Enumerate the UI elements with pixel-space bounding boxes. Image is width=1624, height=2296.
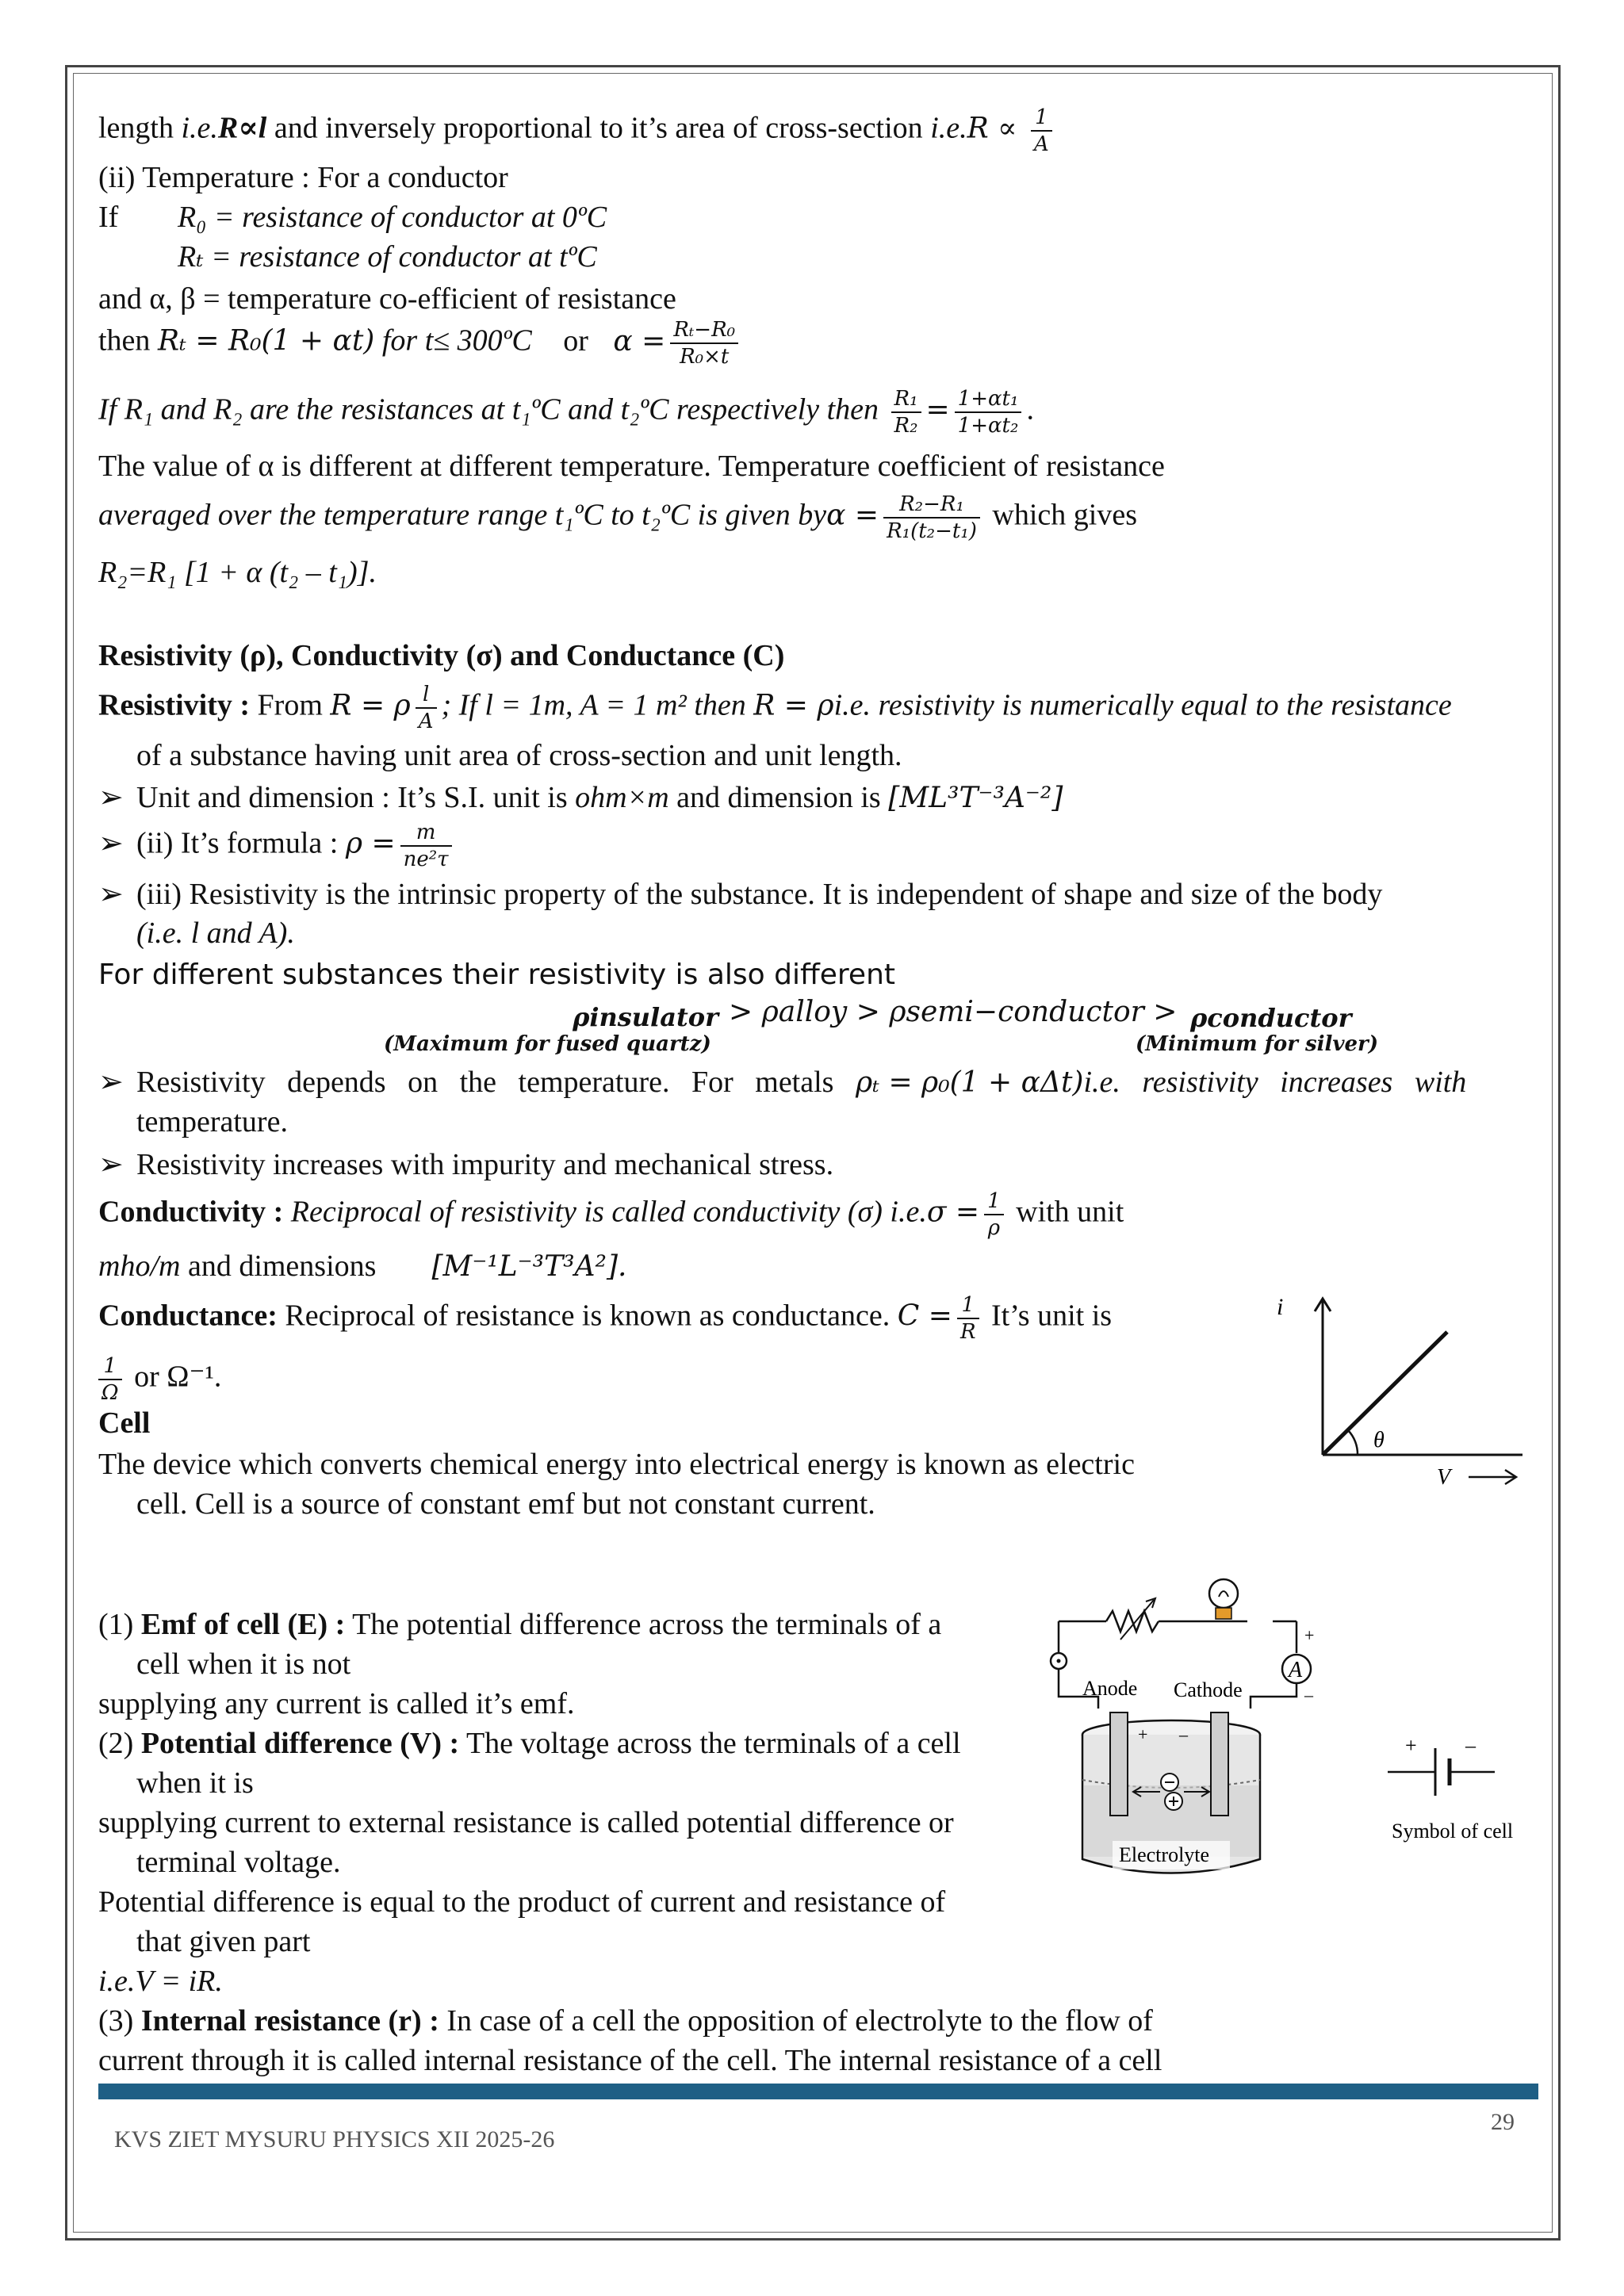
rho-insulator-note: (Maximum for fused quartz) [384,1032,711,1056]
pd-line4: terminal voltage. [136,1846,341,1879]
pd-line7: i.e.V = iR. [98,1965,223,1998]
electrolyte-label: Electrolyte [1119,1843,1210,1866]
graph-y-label: i [1277,1294,1284,1320]
bullet-temperature: ➢ Resistivity depends on the temperature. For metals ρₜ = ρ₀(1 + αΔt)i.e. resistivity increases with [98,1064,1467,1099]
alpha-definition: and α, β = temperature co-efficient of resistance [98,282,676,316]
resistivity-heading: Resistivity (ρ), Conductivity (σ) and Conductance (C) [98,639,785,672]
cathode-label: Cathode [1174,1678,1243,1701]
anode-label: Anode [1082,1677,1138,1700]
temperature-heading: (ii) Temperature : For a conductor [98,161,508,194]
svg-text:+: + [1138,1724,1148,1744]
ammeter-label: A [1289,1658,1303,1682]
resistivity-definition-cont: of a substance having unit area of cross-section and unit length. [136,739,902,772]
conductivity-unit: mho/m and dimensions [M⁻¹L⁻³T³A²]. [98,1249,627,1283]
rho-conductor: ρconductor [1190,1003,1352,1033]
internal-resistance-cont: current through it is called internal resistance of the cell. The internal resistance of a cell [98,2044,1162,2077]
cell-definition-cont: cell. Cell is a source of constant emf but not constant current. [136,1487,875,1521]
bullet-intrinsic-cont: (i.e. l and A). [136,916,295,950]
pd-line3: supplying current to external resistance is called potential difference or [98,1806,954,1839]
ratio-line: If R₁ and R₂ are the resistances at t₁ºC and t₂ºC respectively then $\frac{\text{R₁}}{\text{R₂}}$ = $\frac{\text{1+αt₁}}{\text{1+αt₂}}$ . [98,387,1034,438]
internal-resistance-definition: (3) Internal resistance (r) : In case of a cell the opposition of electrolyte to the flow of [98,2004,1153,2038]
rho-insulator: ρinsulator [573,1002,718,1032]
page-number: 29 [1491,2109,1515,2135]
alpha-varies-line: The value of α is different at different temperature. Temperature coefficient of resistance [98,450,1165,483]
rho-conductor-note: (Minimum for silver) [1136,1032,1379,1056]
resistivity-definition: Resistivity : From R = ρ $\frac{l}{A}$ ; If l = 1m, A = 1 m² then R = ρi.e. resistivity is numerically equal to the resistance [98,683,1452,733]
graph-angle-arc [1348,1430,1358,1455]
rt-definition: Rₜ = resistance of conductor at tºC [178,240,597,274]
bullet-impurity: ➢ Resistivity increases with impurity and mechanical stress. [98,1146,834,1181]
footer-bar [98,2084,1538,2099]
electrolytic-cell-diagram [1035,1578,1320,1903]
svg-text:–: – [1179,1724,1188,1744]
bullet-unit-dimension: ➢ Unit and dimension : It’s S.I. unit is ohm×m and dimension is [ML³T⁻³A⁻²] [98,779,1063,814]
cell-symbol-minus: – [1465,1734,1476,1757]
ammeter-plus: + [1304,1625,1315,1645]
i-v-graph [1261,1284,1554,1490]
cell-symbol-caption: Symbol of cell [1392,1820,1514,1843]
rheostat [1106,1611,1159,1632]
cell-heading: Cell [98,1406,151,1440]
pd-line5: Potential difference is equal to the product of current and resistance of [98,1885,946,1919]
r0-definition: R₀ = resistance of conductor at 0ºC [178,201,607,234]
r2-formula: R₂=R₁ [1 + α (t₂ – t₁)]. [98,556,377,589]
different-substances: For different substances their resistivity is also different [98,959,896,991]
cell-symbol [1372,1728,1546,1847]
emf-definition: (1) Emf of cell (E) : The potential difference across the terminals of a [98,1608,942,1641]
bullet-formula: ➢ (ii) It’s formula : ρ = $\frac{m}{\text{ne²τ}}$ [98,820,457,872]
emf-line2: cell when it is not [136,1647,351,1681]
bulb-icon [1209,1579,1238,1608]
bullet-temperature-cont: temperature. [136,1105,288,1138]
rho-inequality: > ρalloy > ρsemi−conductor > [729,996,1178,1028]
pd-line2: when it is [136,1766,254,1800]
then-formula-line: then Rₜ = R₀(1 + αt) for t≤ 300ºC or α = $\frac{\text{Rₜ−R₀}}{\text{R₀×t}}$ [98,317,743,369]
average-alpha-line: averaged over the temperature range t₁ºC to t₂ºC is given byα = $\frac{\text{R₂−R₁}}{\text{R₁(t₂−t₁)}}$ which gives [98,492,1137,543]
ammeter-minus: – [1304,1685,1313,1705]
graph-line [1323,1332,1447,1455]
graph-angle-label: θ [1373,1428,1385,1452]
cell-definition: The device which converts chemical energy into electrical energy is known as electric [98,1448,1135,1481]
pd-definition: (2) Potential difference (V) : The voltage across the terminals of a cell [98,1727,961,1760]
bullet-intrinsic: ➢ (iii) Resistivity is the intrinsic property of the substance. It is independent of shape and size of the body [98,876,1383,911]
footer-text: KVS ZIET MYSURU PHYSICS XII 2025-26 [114,2126,555,2152]
emf-line3: supplying any current is called it’s emf. [98,1687,575,1720]
cell-symbol-plus: + [1405,1734,1417,1757]
if-label: If [98,201,119,234]
conductivity-definition: Conductivity : Reciprocal of resistivity is called conductivity (σ) i.e.σ = $\frac{1}{\rho}$ with unit [98,1189,1124,1240]
graph-x-label: V [1437,1465,1451,1490]
cathode-electrode [1211,1712,1228,1816]
intro-line: length i.e.R∝l and inversely proportional to it’s area of cross-section i.e.R ∝ $\frac{1}{A}$ [98,105,1057,157]
pd-line6: that given part [136,1925,311,1958]
conductance-unit: $\frac{1}{\Omega}$ or Ω⁻¹. [98,1353,221,1406]
conductance-definition: Conductance: Reciprocal of resistance is known as conductance. C = $\frac{1}{R}$ It’s unit is [98,1293,1113,1344]
anode-electrode [1110,1712,1128,1816]
